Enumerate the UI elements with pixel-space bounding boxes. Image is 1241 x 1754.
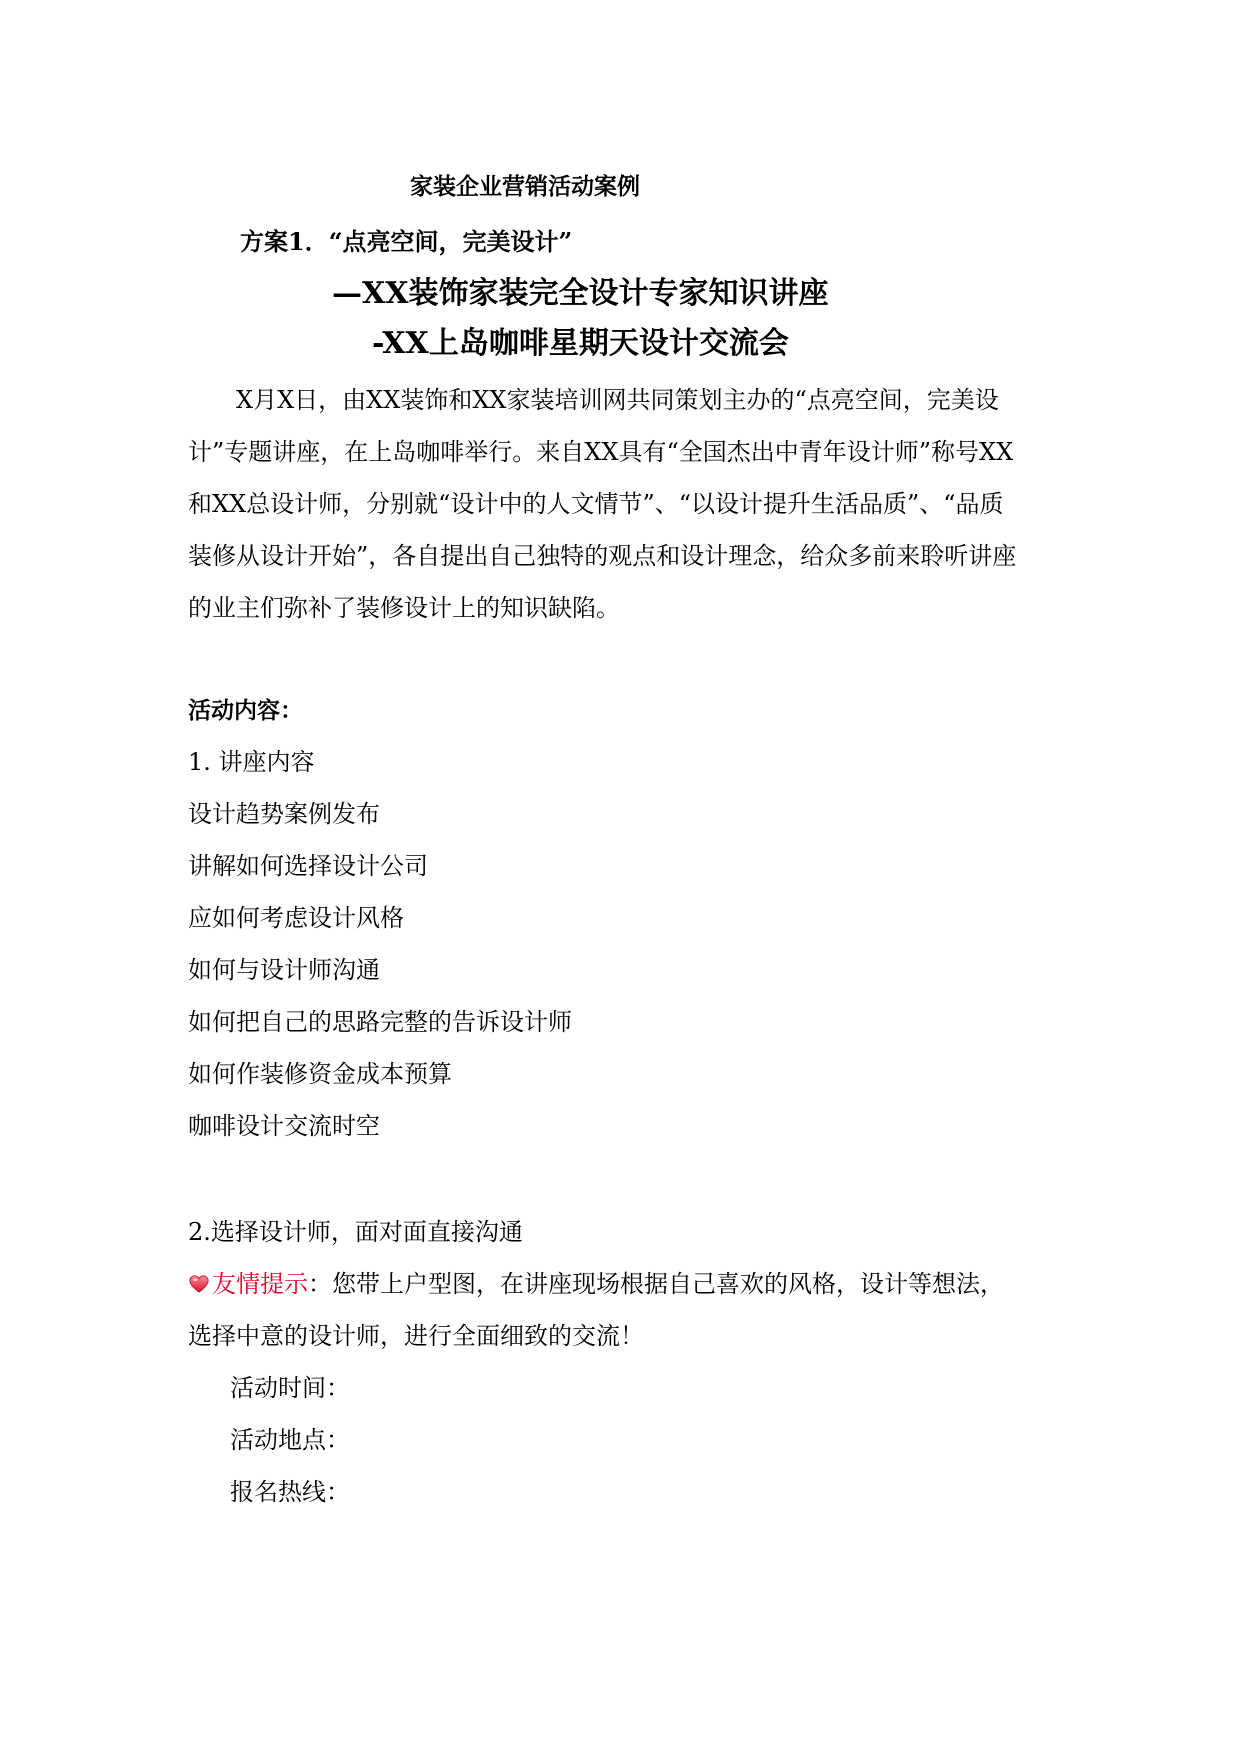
lecture-heading: 1. 讲座内容 bbox=[188, 748, 315, 776]
content-heading: 活动内容： bbox=[188, 697, 303, 724]
document-title: 家装企业营销活动案例 bbox=[410, 173, 640, 200]
registration-hotline-label: 报名热线： bbox=[230, 1478, 350, 1506]
tip-text-continued: 选择中意的设计师，进行全面细致的交流！ bbox=[188, 1322, 644, 1350]
lecture-item: 讲解如何选择设计公司 bbox=[188, 852, 428, 880]
lecture-item: 咖啡设计交流时空 bbox=[188, 1112, 380, 1140]
intro-line: 装修从设计开始”，各自提出自己独特的观点和设计理念，给众多前来聆听讲座 bbox=[188, 542, 1017, 570]
tip-text: ：您带上户型图，在讲座现场根据自己喜欢的风格，设计等想法， bbox=[308, 1270, 1004, 1298]
heart-icon bbox=[188, 1273, 210, 1295]
event-time-label: 活动时间： bbox=[230, 1374, 350, 1402]
plan-title: 方案1．“点亮空间，完美设计” bbox=[240, 227, 573, 256]
subtitle-lecture: —XX装饰家装完全设计专家知识讲座 bbox=[332, 276, 829, 311]
subtitle-exchange: -XX上岛咖啡星期天设计交流会 bbox=[372, 326, 789, 361]
event-location-label: 活动地点： bbox=[230, 1426, 350, 1454]
intro-line: X月X日，由XX装饰和XX家装培训网共同策划主办的“点亮空间，完美设 bbox=[236, 386, 999, 414]
designer-heading: 2.选择设计师，面对面直接沟通 bbox=[188, 1218, 523, 1246]
lecture-item: 如何作装修资金成本预算 bbox=[188, 1060, 452, 1088]
intro-line: 和XX总设计师，分别就“设计中的人文情节”、“以设计提升生活品质”、“品质 bbox=[188, 490, 1004, 518]
intro-line: 计”专题讲座，在上岛咖啡举行。来自XX具有“全国杰出中青年设计师”称号XX bbox=[188, 438, 1014, 466]
friendly-tip bbox=[188, 1264, 1004, 1299]
lecture-item: 如何把自己的思路完整的告诉设计师 bbox=[188, 1008, 572, 1036]
lecture-item: 设计趋势案例发布 bbox=[188, 800, 380, 828]
tip-label: 友情提示 bbox=[212, 1270, 308, 1298]
intro-line: 的业主们弥补了装修设计上的知识缺陷。 bbox=[188, 594, 620, 622]
lecture-item: 如何与设计师沟通 bbox=[188, 956, 380, 984]
lecture-item: 应如何考虑设计风格 bbox=[188, 904, 404, 932]
